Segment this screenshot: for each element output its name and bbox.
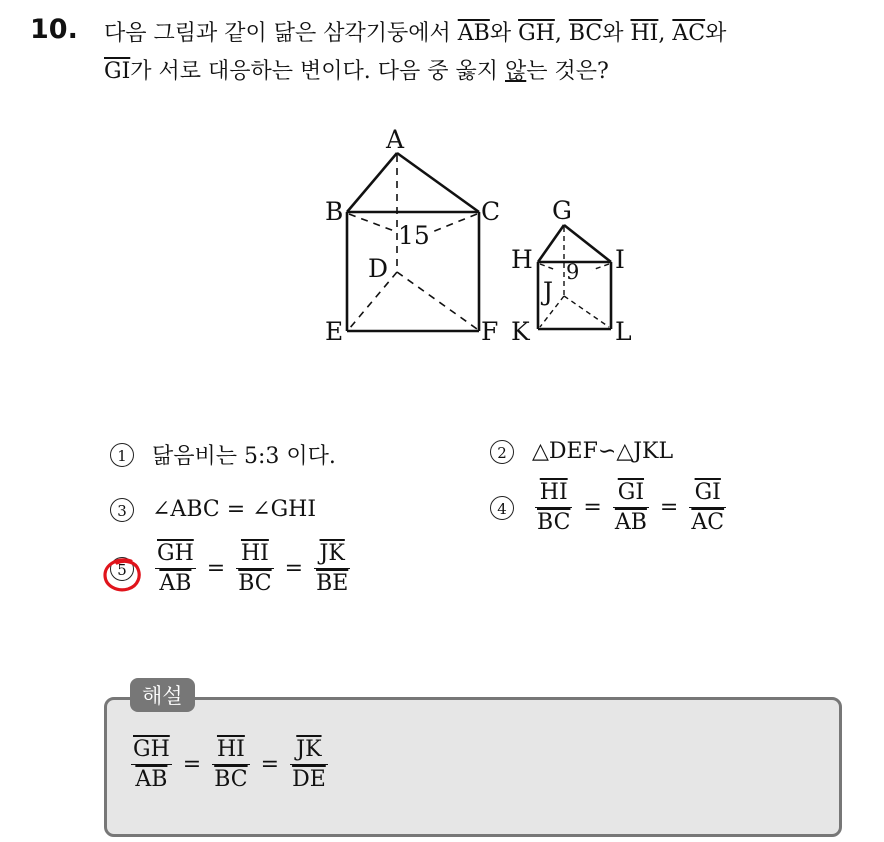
vertex-label-c: C [481,197,501,226]
option-1[interactable] [110,439,336,470]
vertex-label-g: G [552,196,572,225]
option-marker-3: 3 [110,498,134,522]
fraction: $\frac{\overline{GI}}{AC}$ [691,480,725,535]
option-3[interactable] [110,497,316,522]
option-text: △DEF∽△JKL [532,439,674,464]
option-marker-4: 4 [490,496,514,520]
question-text: 가 서로 대응하는 변이다. 다음 중 옳지 [130,59,505,84]
option-marker-2: 2 [490,440,514,464]
segment-bc: $\overline{BC}$ [568,21,603,46]
fraction: $\frac{\overline{GI}}{AB}$ [614,480,647,535]
vertex-label-h: H [511,245,533,274]
vertex-label-i: I [615,245,625,274]
emphasis-not: 않 [505,59,527,84]
fraction: $\frac{\overline{JK}}{DE}$ [292,737,326,792]
option-4[interactable]: 4 $\frac{\overline{HI}}{BC}$ = $\frac{\overline{GI}}{AB}$ = $\frac{\overline{GI}}{AC}$ [490,480,729,535]
question-number: 10. [30,14,78,45]
solution-equation: $\frac{\overline{GH}}{AB}$ = $\frac{\overline{HI}}{BC}$ = $\frac{\overline{JK}}{DE}$ [133,737,326,792]
solution-label: 해설 [130,678,195,712]
option-marker-1: 1 [110,443,134,467]
fraction: $\frac{\overline{HI}}{BC}$ [238,541,272,596]
fraction: $\frac{\overline{JK}}{BE}$ [316,541,349,596]
fraction: $\frac{\overline{GH}}{AB}$ [133,737,170,792]
vertex-label-e: E [325,317,344,346]
segment-gi: $\overline{GI}$ [104,59,131,84]
question-text: 와 [705,21,727,46]
question-text: 는 것은? [526,59,609,84]
question-text: , [658,21,673,46]
length-label-9: 9 [566,260,580,284]
answer-circle-mark [101,555,145,595]
vertex-label-a: A [386,125,405,154]
vertex-label-b: B [325,197,344,226]
segment-ab: $\overline{AB}$ [457,21,490,46]
option-text: ∠ABC = ∠GHI [152,497,317,522]
fraction: $\frac{\overline{HI}}{BC}$ [537,480,571,535]
question-text: 와 [489,21,519,46]
fraction: $\frac{\overline{GH}}{AB}$ [157,541,194,596]
option-text: 닮음비는 5:3 이다. [152,444,336,469]
vertex-label-l: L [615,317,632,346]
vertex-label-f: F [481,317,499,346]
fraction: $\frac{\overline{HI}}{BC}$ [214,737,248,792]
option-2[interactable] [490,439,673,464]
segment-hi: $\overline{HI}$ [630,21,659,46]
segment-gh: $\overline{GH}$ [518,21,555,46]
option-marker-5: 5 [110,557,134,581]
option-5[interactable]: 5 $\frac{\overline{GH}}{AB}$ = $\frac{\overline{HI}}{BC}$ = $\frac{\overline{JK}}{BE}$ [110,541,353,596]
question-text: , [554,21,569,46]
vertex-label-k: K [511,317,530,346]
vertex-label-d: D [368,254,389,283]
vertex-label-j: J [543,277,554,306]
length-label-15: 15 [398,221,430,250]
question-text: 와 [602,21,631,46]
question-text: 다음 그림과 같이 닮은 삼각기둥에서 [104,21,458,46]
segment-ac: $\overline{AC}$ [672,21,706,46]
